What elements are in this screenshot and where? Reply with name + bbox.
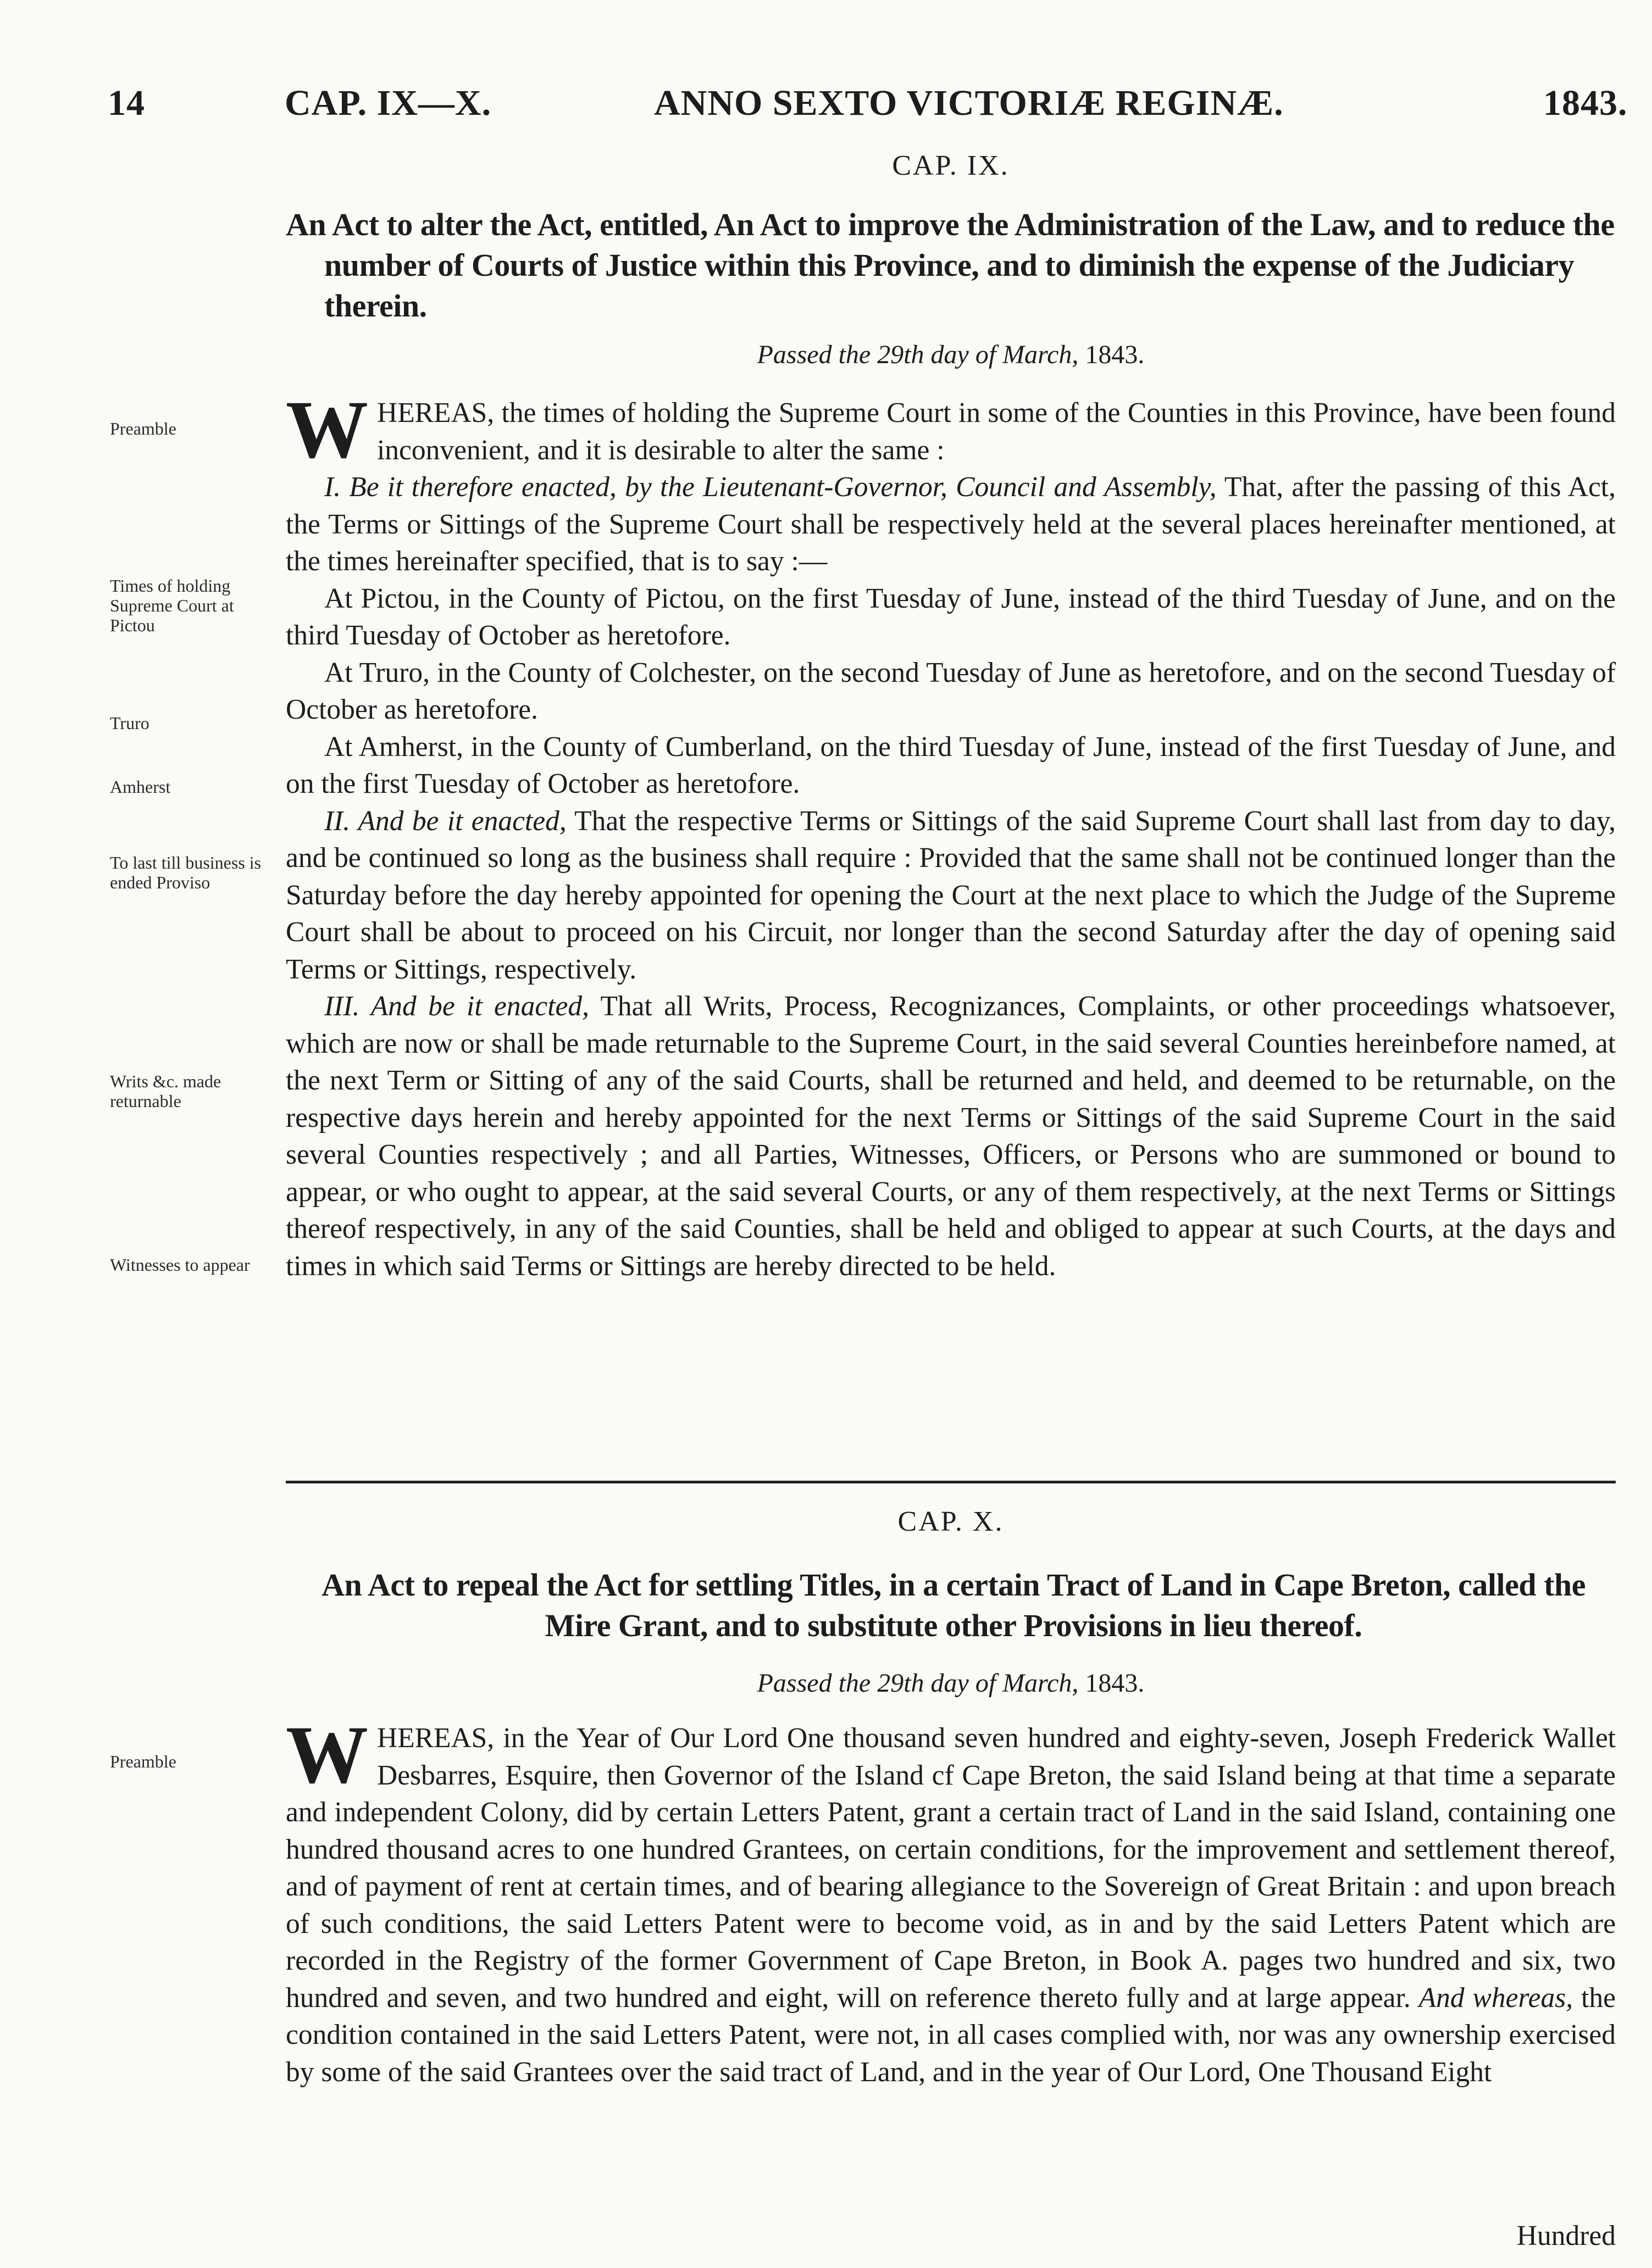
- cap9-preamble: [286, 384, 1616, 475]
- margin-note-preamble: Preamble: [110, 419, 176, 438]
- cap9-section-1: [286, 469, 1616, 580]
- cap9-passed-date: Passed the 29th day of March,: [757, 340, 1079, 369]
- cap10-preamble: [286, 1709, 1616, 2091]
- catchword: Hundred: [1516, 2220, 1616, 2252]
- margin-note-times: Times of holding Supreme Court at Pictou: [110, 576, 234, 635]
- cap9-section-2: [286, 803, 1616, 988]
- cap10-title: An Act to repeal the Act for settling Titles, in a certain Tract of Land in Cape Breton, called the Mire Grant, and to substitute other Provisions in lieu thereof.: [321, 1567, 1586, 1643]
- cap9-passed-year: 1843.: [1085, 340, 1145, 369]
- cap9-s2-text: That the respective Terms or Sittings of the said Supreme Court shall last from day to day, and be continued so long as the business shall require : Provided that the same shall not be continued longer than the Saturday before the day hereby appointed for opening the Court at the next place to which the Judge of the Supreme Court shall be about to proceed on his Circuit, nor longer than the second Saturday after the day of opening said Terms or Sittings, respectively.: [286, 805, 1616, 985]
- cap9-s3-text: That all Writs, Process, Recognizances, Complaints, or other proceedings whatsoever, which are now or shall be made returnable to the Supreme Court, in the said several Counties hereinbefore named, at the next Term or Sitting of any of the said Courts, shall be returned and held, and deemed to be returnable, on the respective days herein and hereby appointed for the next Terms or Sittings of the said Supreme Court in the said several Counties respectively ; and all Parties, Witnesses, Officers, or Persons who are summoned or bound to appear, or who ought to appear, at the said several Courts, or any of them respectively, at the next Terms or Sittings thereof respectively, in any of the said Counties, shall be held and obliged to appear at such Courts, at the days and times in which said Terms or Sittings are hereby directed to be held.: [286, 991, 1616, 1282]
- cap9-preamble-text: HEREAS, the times of holding the Supreme Court in some of the Counties in this Province, have been found inconvenient, and it is desirable to alter the same :: [377, 397, 1616, 466]
- margin-note-last: To last till business is ended Proviso: [110, 853, 262, 892]
- cap10-dropcap: W: [286, 1709, 368, 1800]
- cap10-and-whereas: And whereas,: [1418, 1982, 1573, 2014]
- cap9-s1-text: That, after the passing of this Act, the Terms or Sittings of the Supreme Court shall be respectively held at the several places hereinafter mentioned, at the times hereinafter specified, that is to say :—: [286, 471, 1616, 577]
- cap9-s2-enacting: II. And be it enacted,: [324, 805, 567, 837]
- chapter-range: CAP. IX—X.: [285, 83, 492, 123]
- cap9-body: [286, 384, 1616, 1285]
- cap9-pictou: At Pictou, in the County of Pictou, on the first Tuesday of June, instead of the third Tuesday of June, and on the third Tuesday of October as heretofore.: [286, 582, 1616, 651]
- page-number: 14: [108, 83, 145, 123]
- margin-note-writs: Writs &c. made returnable: [110, 1071, 221, 1111]
- cap9-truro: At Truro, in the County of Colchester, on the second Tuesday of June as heretofore, and on the second Tuesday of October as heretofore.: [286, 657, 1616, 725]
- cap10-passed-date: Passed the 29th day of March,: [757, 1669, 1079, 1698]
- reign-heading: ANNO SEXTO VICTORIÆ REGINÆ.: [654, 83, 1284, 123]
- cap9-dropcap: W: [286, 384, 368, 475]
- cap10-preamble-text-1: HEREAS, in the Year of Our Lord One thousand seven hundred and eighty-seven, Joseph Frederick Wallet Desbarres, Esquire, then Governor of the Island cf Cape Breton, the said Island being at that time a separate and independent Colony, did by certain Letters Patent, grant a certain tract of Land in the said Island, containing one hundred thousand acres to one hundred Grantees, on certain conditions, for the improvement and settlement thereof, and of payment of rent at certain times, and of bearing allegiance to the Sovereign of Great Britain : and upon breach of such conditions, the said Letters Patent were to become void, as in and by the said Letters Patent which are recorded in the Registry of the former Government of Cape Breton, in Book A. pages two hundred and six, two hundred and seven, and two hundred and eight, will on reference thereto fully and at large appear.: [286, 1722, 1616, 2014]
- margin-note-truro: Truro: [110, 713, 149, 733]
- cap10-body: [286, 1709, 1616, 2091]
- cap9-s3-enacting: III. And be it enacted,: [324, 991, 590, 1022]
- cap10-passed: [286, 1668, 1616, 1698]
- cap9-heading: CAP. IX.: [892, 150, 1010, 181]
- cap10-preamble-text-2: the condition contained in the said Letters Patent, were not, in all cases complied with, nor was any ownership exercised by some of the said Grantees over the said tract of Land, and in the year of Our Lord, One Thousand Eight: [286, 1982, 1616, 2088]
- cap10-passed-year: 1843.: [1085, 1669, 1145, 1698]
- margin-note-amherst: Amherst: [110, 777, 171, 797]
- cap9-s1-enacting: I. Be it therefore enacted, by the Lieutenant-Governor, Council and Assembly,: [324, 471, 1217, 503]
- margin-note-preamble-2: Preamble: [110, 1752, 176, 1771]
- cap9-passed: [286, 340, 1616, 370]
- margin-note-witnesses: Witnesses to appear: [110, 1255, 250, 1275]
- section-rule: [286, 1481, 1616, 1483]
- cap9-section-3: [286, 988, 1616, 1285]
- cap10-heading: CAP. X.: [897, 1506, 1004, 1537]
- cap9-title: An Act to alter the Act, entitled, An Act to improve the Administration of the Law, and to reduce the number of Courts of Justice within this Province, and to diminish the expense of the Judiciary therein.: [286, 207, 1615, 324]
- year-heading: 1843.: [1543, 83, 1628, 123]
- cap9-amherst: At Amherst, in the County of Cumberland, on the third Tuesday of June, instead of the first Tuesday of June, and on the first Tuesday of October as heretofore.: [286, 731, 1616, 799]
